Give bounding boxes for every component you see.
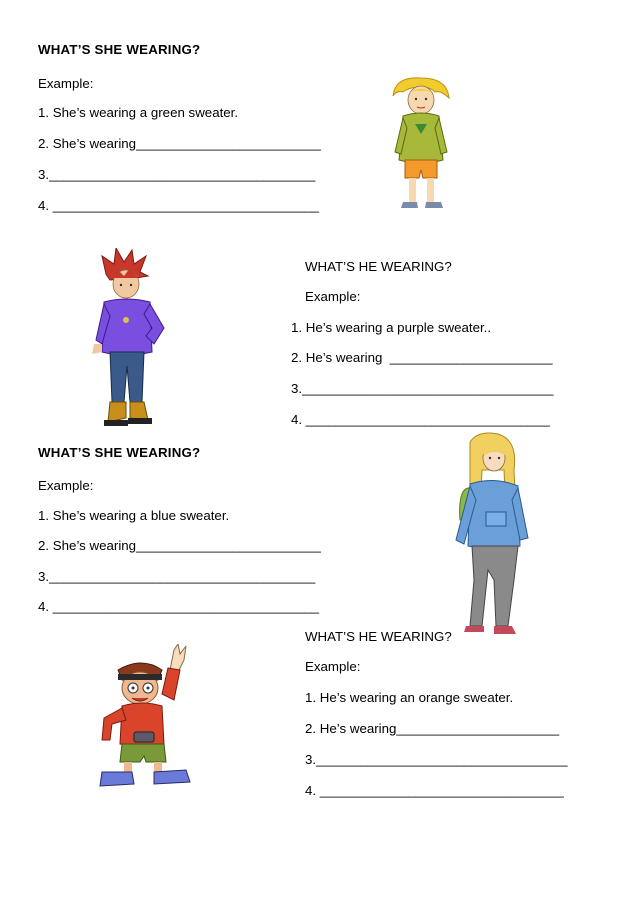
boy-purple-sweater-illustration	[88, 248, 170, 432]
section1-line-3[interactable]: 3.____________________________________	[38, 167, 316, 182]
section1-line-2[interactable]: 2. She’s wearing_________________________	[38, 136, 321, 151]
section2-title: WHAT’S HE WEARING?	[305, 259, 452, 274]
section1-line-4[interactable]: 4. ____________________________________	[38, 198, 320, 213]
section4-line-1: 1. He’s wearing an orange sweater.	[305, 690, 514, 705]
section3-line-2[interactable]: 2. She’s wearing_________________________	[38, 538, 321, 553]
section4-line-2[interactable]: 2. He’s wearing______________________	[305, 721, 560, 736]
section3-line-4[interactable]: 4. ____________________________________	[38, 599, 320, 614]
section3-example-label: Example:	[38, 478, 94, 493]
section4-title: WHAT’S HE WEARING?	[305, 629, 452, 644]
section4-example-label: Example:	[305, 659, 361, 674]
section3-title: WHAT’S SHE WEARING?	[38, 445, 201, 460]
section2-line-4[interactable]: 4. _________________________________	[291, 412, 550, 427]
girl-green-sweater-illustration	[385, 74, 455, 214]
section1-example-label: Example:	[38, 76, 94, 91]
boy-orange-sweater-illustration	[98, 644, 204, 792]
girl-blue-sweater-illustration	[448, 430, 530, 642]
section1-title: WHAT’S SHE WEARING?	[38, 42, 201, 57]
section2-line-1: 1. He’s wearing a purple sweater..	[291, 320, 492, 335]
section2-line-2[interactable]: 2. He’s wearing ______________________	[291, 350, 553, 365]
section1-line-1: 1. She’s wearing a green sweater.	[38, 105, 239, 120]
section4-line-4[interactable]: 4. _________________________________	[305, 783, 564, 798]
section3-line-3[interactable]: 3.____________________________________	[38, 569, 316, 584]
section2-line-3[interactable]: 3.__________________________________	[291, 381, 554, 396]
section2-example-label: Example:	[305, 289, 361, 304]
section4-line-3[interactable]: 3.__________________________________	[305, 752, 568, 767]
section3-line-1: 1. She’s wearing a blue sweater.	[38, 508, 230, 523]
